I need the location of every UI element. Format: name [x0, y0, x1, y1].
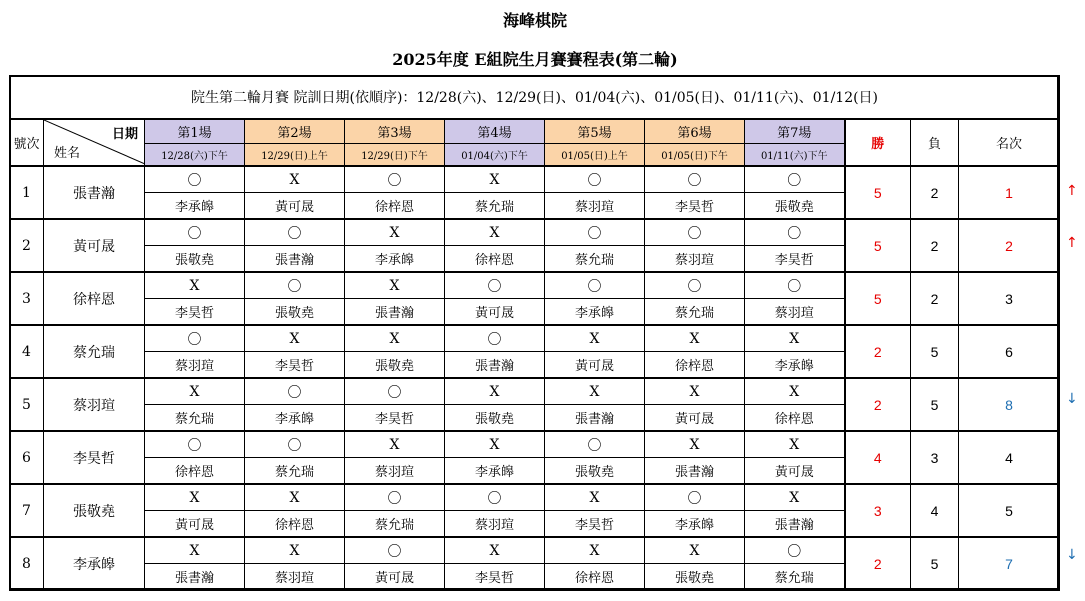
game-result: 〇: [245, 431, 345, 458]
round-2-date: 12/29(日)上午: [245, 144, 345, 167]
game-opponent: 張書瀚: [245, 246, 345, 273]
round-3-date: 12/29(日)下午: [345, 144, 445, 167]
game-opponent: 蔡羽瑄: [145, 352, 245, 379]
game-opponent: 李昊哲: [245, 352, 345, 379]
round-5-date: 01/05(日)上午: [545, 144, 645, 167]
round-3-header: 第3場: [345, 119, 445, 144]
table-frame: [9, 75, 1059, 590]
game-opponent: 蔡允瑞: [745, 564, 845, 591]
game-result: X: [245, 537, 345, 564]
game-opponent: 徐梓恩: [145, 458, 245, 485]
number-header: 號次: [10, 119, 44, 166]
player-name: 張敬堯: [44, 484, 145, 537]
loss-count: 5: [911, 325, 959, 378]
game-opponent: 蔡羽瑄: [245, 564, 345, 591]
game-opponent: 張敬堯: [245, 299, 345, 326]
loss-count: 2: [911, 166, 959, 219]
player-name: 蔡羽瑄: [44, 378, 145, 431]
rank-up-arrow-icon: ↑: [1066, 235, 1078, 251]
game-opponent: 蔡允瑞: [245, 458, 345, 485]
player-number: 2: [10, 219, 44, 272]
game-opponent: 黃可晟: [645, 405, 745, 432]
game-opponent: 張書瀚: [545, 405, 645, 432]
game-result: X: [545, 378, 645, 405]
game-opponent: 李昊哲: [645, 193, 745, 220]
loss-count: 5: [911, 378, 959, 431]
player-name: 李昊哲: [44, 431, 145, 484]
game-result: 〇: [145, 219, 245, 246]
loss-count: 2: [911, 219, 959, 272]
game-result: 〇: [345, 484, 445, 511]
game-opponent: 蔡允瑞: [545, 246, 645, 273]
game-result: X: [145, 537, 245, 564]
game-opponent: 蔡羽瑄: [345, 458, 445, 485]
loss-count: 4: [911, 484, 959, 537]
player-rank: 7: [959, 537, 1060, 590]
game-opponent: 李昊哲: [545, 511, 645, 538]
win-count: 5: [845, 166, 911, 219]
game-opponent: 李昊哲: [745, 246, 845, 273]
game-result: 〇: [345, 166, 445, 193]
game-opponent: 李承皞: [145, 193, 245, 220]
name-header-label: 姓名: [54, 146, 81, 161]
win-count: 2: [845, 537, 911, 590]
rank-down-arrow-icon: ↓: [1066, 391, 1078, 407]
game-result: 〇: [645, 166, 745, 193]
game-result: 〇: [145, 166, 245, 193]
game-opponent: 張敬堯: [545, 458, 645, 485]
round-7-date: 01/11(六)下午: [745, 144, 845, 167]
game-opponent: 黃可晟: [245, 193, 345, 220]
game-result: X: [445, 219, 545, 246]
player-rank: 2: [959, 219, 1060, 272]
game-result: 〇: [745, 272, 845, 299]
game-result: X: [645, 537, 745, 564]
game-opponent: 黃可晟: [145, 511, 245, 538]
game-result: X: [145, 272, 245, 299]
game-result: 〇: [745, 219, 845, 246]
game-result: 〇: [245, 219, 345, 246]
game-opponent: 張敬堯: [145, 246, 245, 273]
game-opponent: 徐梓恩: [345, 193, 445, 220]
rank-down-arrow-icon: ↓: [1066, 547, 1078, 563]
player-number: 4: [10, 325, 44, 378]
game-result: X: [445, 166, 545, 193]
round-7-header: 第7場: [745, 119, 845, 144]
game-opponent: 徐梓恩: [245, 511, 345, 538]
game-opponent: 蔡允瑞: [645, 299, 745, 326]
training-dates-info: 院生第二輪月賽 院訓日期(依順序)：12/28(六)、12/29(日)、01/04(六)、01/05(日)、01/11(六)、01/12(日): [10, 76, 1060, 120]
game-result: 〇: [745, 166, 845, 193]
game-result: X: [745, 378, 845, 405]
game-result: 〇: [545, 219, 645, 246]
loss-count: 2: [911, 272, 959, 325]
game-opponent: 徐梓恩: [745, 405, 845, 432]
game-result: X: [345, 219, 445, 246]
round-1-date: 12/28(六)下午: [145, 144, 245, 167]
game-result: 〇: [245, 272, 345, 299]
game-result: 〇: [645, 219, 745, 246]
round-5-header: 第5場: [545, 119, 645, 144]
game-opponent: 張敬堯: [345, 352, 445, 379]
game-opponent: 張書瀚: [445, 352, 545, 379]
schedule-title: 2025年度 E組院生月賽賽程表(第二輪): [392, 50, 678, 69]
game-result: 〇: [445, 325, 545, 352]
game-opponent: 張書瀚: [645, 458, 745, 485]
organization-title: 海峰棋院: [502, 11, 567, 30]
game-result: X: [445, 537, 545, 564]
game-opponent: 徐梓恩: [445, 246, 545, 273]
game-result: 〇: [645, 484, 745, 511]
game-opponent: 蔡羽瑄: [445, 511, 545, 538]
game-opponent: 李承皞: [345, 246, 445, 273]
game-result: X: [245, 325, 345, 352]
game-result: X: [345, 325, 445, 352]
game-result: X: [445, 431, 545, 458]
game-result: 〇: [545, 272, 645, 299]
game-result: 〇: [445, 484, 545, 511]
game-opponent: 黃可晟: [545, 352, 645, 379]
game-opponent: 李承皞: [245, 405, 345, 432]
game-result: 〇: [645, 272, 745, 299]
game-result: X: [245, 166, 345, 193]
game-opponent: 蔡允瑞: [345, 511, 445, 538]
game-opponent: 張書瀚: [345, 299, 445, 326]
player-name: 徐梓恩: [44, 272, 145, 325]
game-result: 〇: [145, 325, 245, 352]
game-opponent: 李昊哲: [445, 564, 545, 591]
game-opponent: 李承皞: [545, 299, 645, 326]
game-opponent: 蔡羽瑄: [745, 299, 845, 326]
game-result: X: [545, 484, 645, 511]
game-result: X: [745, 431, 845, 458]
game-opponent: 李昊哲: [145, 299, 245, 326]
game-opponent: 張敬堯: [745, 193, 845, 220]
game-result: 〇: [145, 431, 245, 458]
game-result: 〇: [545, 431, 645, 458]
player-rank: 4: [959, 431, 1060, 484]
game-opponent: 李承皞: [645, 511, 745, 538]
player-rank: 1: [959, 166, 1060, 219]
player-number: 1: [10, 166, 44, 219]
game-opponent: 張書瀚: [745, 511, 845, 538]
win-count: 5: [845, 219, 911, 272]
game-opponent: 李昊哲: [345, 405, 445, 432]
game-opponent: 徐梓恩: [645, 352, 745, 379]
round-4-header: 第4場: [445, 119, 545, 144]
game-opponent: 張敬堯: [445, 405, 545, 432]
player-number: 8: [10, 537, 44, 590]
game-result: X: [545, 537, 645, 564]
game-opponent: 黃可晟: [745, 458, 845, 485]
player-rank: 6: [959, 325, 1060, 378]
win-header: 勝: [845, 119, 911, 166]
win-count: 5: [845, 272, 911, 325]
round-4-date: 01/04(六)下午: [445, 144, 545, 167]
game-result: X: [645, 378, 745, 405]
player-rank: 3: [959, 272, 1060, 325]
game-result: X: [445, 378, 545, 405]
game-result: 〇: [245, 378, 345, 405]
game-result: X: [545, 325, 645, 352]
player-number: 7: [10, 484, 44, 537]
round-1-header: 第1場: [145, 119, 245, 144]
game-opponent: 黃可晟: [445, 299, 545, 326]
game-result: 〇: [445, 272, 545, 299]
game-result: X: [245, 484, 345, 511]
game-result: X: [745, 325, 845, 352]
round-6-header: 第6場: [645, 119, 745, 144]
game-opponent: 蔡允瑞: [145, 405, 245, 432]
game-result: 〇: [345, 378, 445, 405]
game-opponent: 李承皞: [745, 352, 845, 379]
game-opponent: 黃可晟: [345, 564, 445, 591]
rank-header: 名次: [959, 119, 1060, 166]
game-result: X: [645, 431, 745, 458]
win-count: 3: [845, 484, 911, 537]
player-name: 蔡允瑞: [44, 325, 145, 378]
round-2-header: 第2場: [245, 119, 345, 144]
date-header-label: 日期: [111, 127, 138, 142]
win-count: 4: [845, 431, 911, 484]
player-number: 6: [10, 431, 44, 484]
player-number: 3: [10, 272, 44, 325]
round-6-date: 01/05(日)下午: [645, 144, 745, 167]
rank-up-arrow-icon: ↑: [1066, 183, 1078, 199]
loss-header: 負: [911, 119, 959, 166]
game-opponent: 蔡羽瑄: [545, 193, 645, 220]
game-result: X: [345, 272, 445, 299]
game-opponent: 蔡允瑞: [445, 193, 545, 220]
player-name: 張書瀚: [44, 166, 145, 219]
game-opponent: 蔡羽瑄: [645, 246, 745, 273]
game-result: X: [745, 484, 845, 511]
game-opponent: 李承皞: [445, 458, 545, 485]
game-result: X: [145, 484, 245, 511]
game-result: 〇: [545, 166, 645, 193]
game-result: 〇: [745, 537, 845, 564]
game-result: X: [145, 378, 245, 405]
player-rank: 5: [959, 484, 1060, 537]
player-name: 黃可晟: [44, 219, 145, 272]
win-count: 2: [845, 325, 911, 378]
player-rank: 8: [959, 378, 1060, 431]
player-number: 5: [10, 378, 44, 431]
game-opponent: 張書瀚: [145, 564, 245, 591]
game-result: X: [345, 431, 445, 458]
game-opponent: 徐梓恩: [545, 564, 645, 591]
game-result: X: [645, 325, 745, 352]
loss-count: 3: [911, 431, 959, 484]
game-opponent: 張敬堯: [645, 564, 745, 591]
loss-count: 5: [911, 537, 959, 590]
game-result: 〇: [345, 537, 445, 564]
win-count: 2: [845, 378, 911, 431]
player-name: 李承皞: [44, 537, 145, 590]
